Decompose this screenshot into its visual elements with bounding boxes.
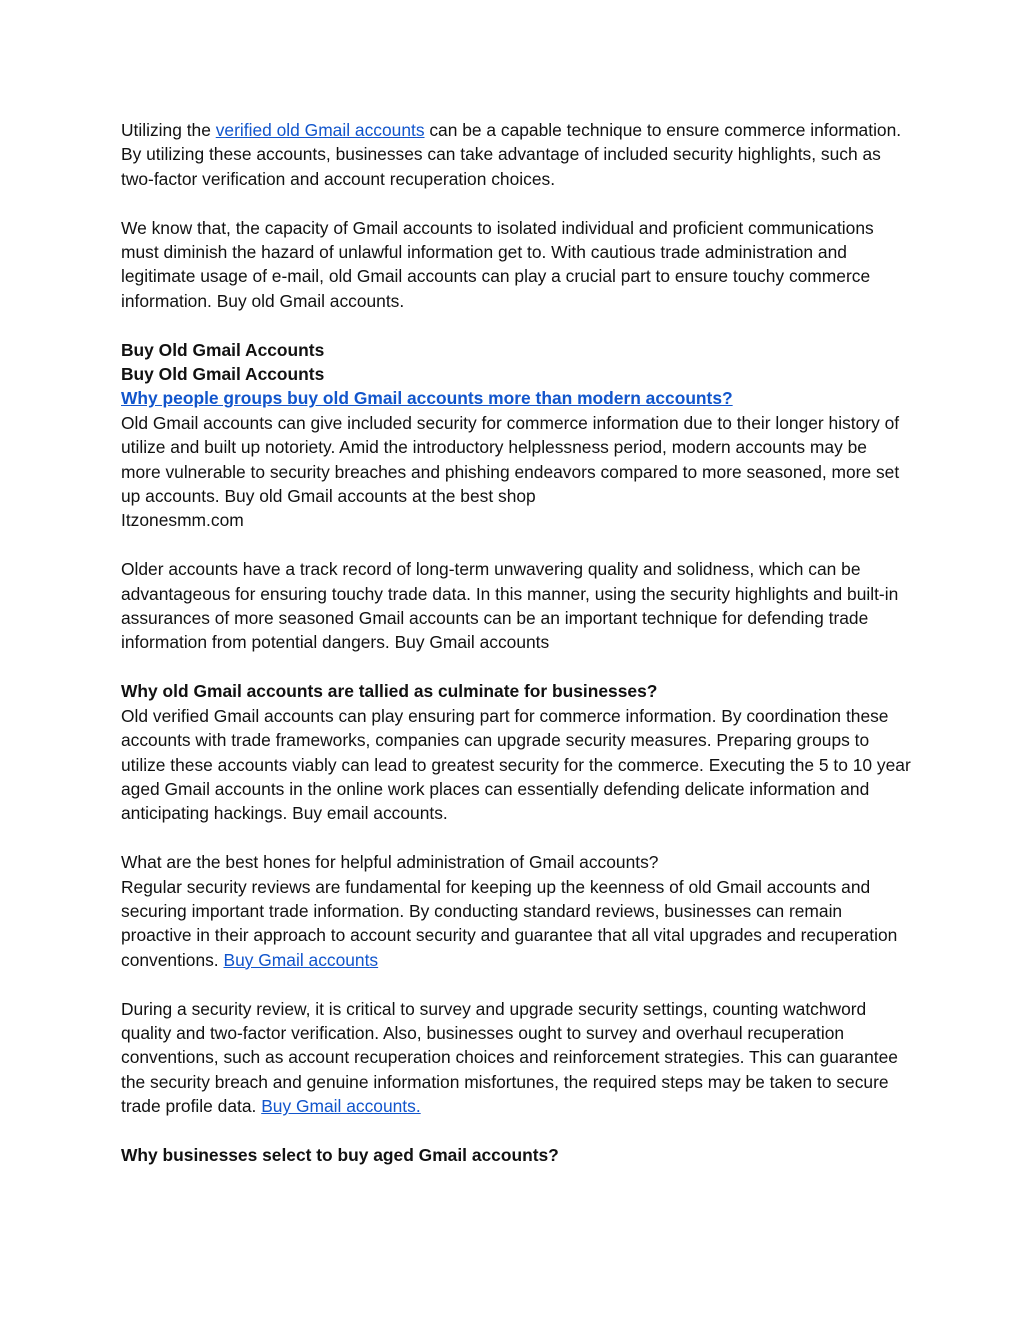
security-review-paragraph — [121, 997, 911, 1119]
security-review-text: During a security review, it is critical to survey and upgrade security settings, counting watchword quality and two-factor verification. Also, businesses ought to survey and overhaul recuperation conventions, such as account recuperation choices and reinforcement strategies. This can guarantee the security breach and genuine information misfortunes, the required steps may be taken to secure trade profile data. — [121, 998, 898, 1117]
verified-old-gmail-link[interactable]: verified old Gmail accounts — [215, 120, 425, 140]
verified-paragraph: Old verified Gmail accounts can play ensuring part for commerce information. By coordination these accounts with trade frameworks, companies can upgrade security measures. Preparing groups to utilize these accounts viably can lead to greatest security for the commerce. Executing the 5 to 10 year aged Gmail accounts in the online work places can essentially defending delicate information and anticipating hackings. Buy email accounts. — [121, 705, 911, 824]
document-page — [121, 118, 911, 1167]
section-heading-1: Buy Old Gmail Accounts — [121, 339, 325, 360]
intro-text-start: Utilizing the — [121, 120, 216, 140]
buy-gmail-link-2[interactable]: Buy Gmail accounts. — [261, 1096, 421, 1117]
why-people-buy-link[interactable]: Why people groups buy old Gmail accounts more than modern accounts? — [121, 388, 733, 409]
shop-name: Itzonesmm.com — [121, 510, 244, 531]
section-heading-aged: Why businesses select to buy aged Gmail accounts? — [121, 1144, 559, 1165]
intro-text-end: can be a capable technique to ensure commerce information. By utilizing these accounts, businesses can take advantage of included security highlights, such as two-factor verification and account recuperation choices. — [121, 120, 902, 189]
capacity-paragraph: We know that, the capacity of Gmail accounts to isolated individual and proficient communications must diminish the hazard of unlawful information get to. With cautious trade administration and legitimate usage of e-mail, old Gmail accounts can play a crucial part to ensure touchy commerce information. Buy old Gmail accounts. — [121, 217, 874, 311]
security-reviews-paragraph — [121, 875, 911, 973]
security-paragraph — [121, 411, 911, 533]
older-accounts-paragraph: Older accounts have a track record of long-term unwavering quality and solidness, which can be advantageous for ensuring touchy trade data. In this manner, using the security highlights and built-in assurances of more seasoned Gmail accounts can be an important technique for defending trade information from potential dangers. Buy Gmail accounts — [121, 559, 899, 653]
intro-paragraph — [121, 118, 911, 191]
section-heading-2: Buy Old Gmail Accounts — [121, 364, 325, 385]
security-paragraph-text: Old Gmail accounts can give included security for commerce information due to their longer history of utilize and built up notoriety. Amid the introductory helplessness period, modern accounts may be more vulnerable to security breaches and phishing endeavors compared to more seasoned, more set up accounts. Buy old Gmail accounts at the best shop — [121, 412, 900, 507]
section-heading-businesses: Why old Gmail accounts are tallied as culminate for businesses? — [121, 681, 658, 702]
security-reviews-text: Regular security reviews are fundamental for keeping up the keenness of old Gmail accounts and securing important trade information. By conducting standard reviews, businesses can remain proactive in their approach to account security and guarantee that all vital upgrades and recuperation conventions. — [121, 876, 898, 970]
buy-gmail-link-1[interactable]: Buy Gmail accounts — [223, 949, 379, 970]
best-practices-question: What are the best hones for helpful administration of Gmail accounts? — [121, 852, 659, 873]
